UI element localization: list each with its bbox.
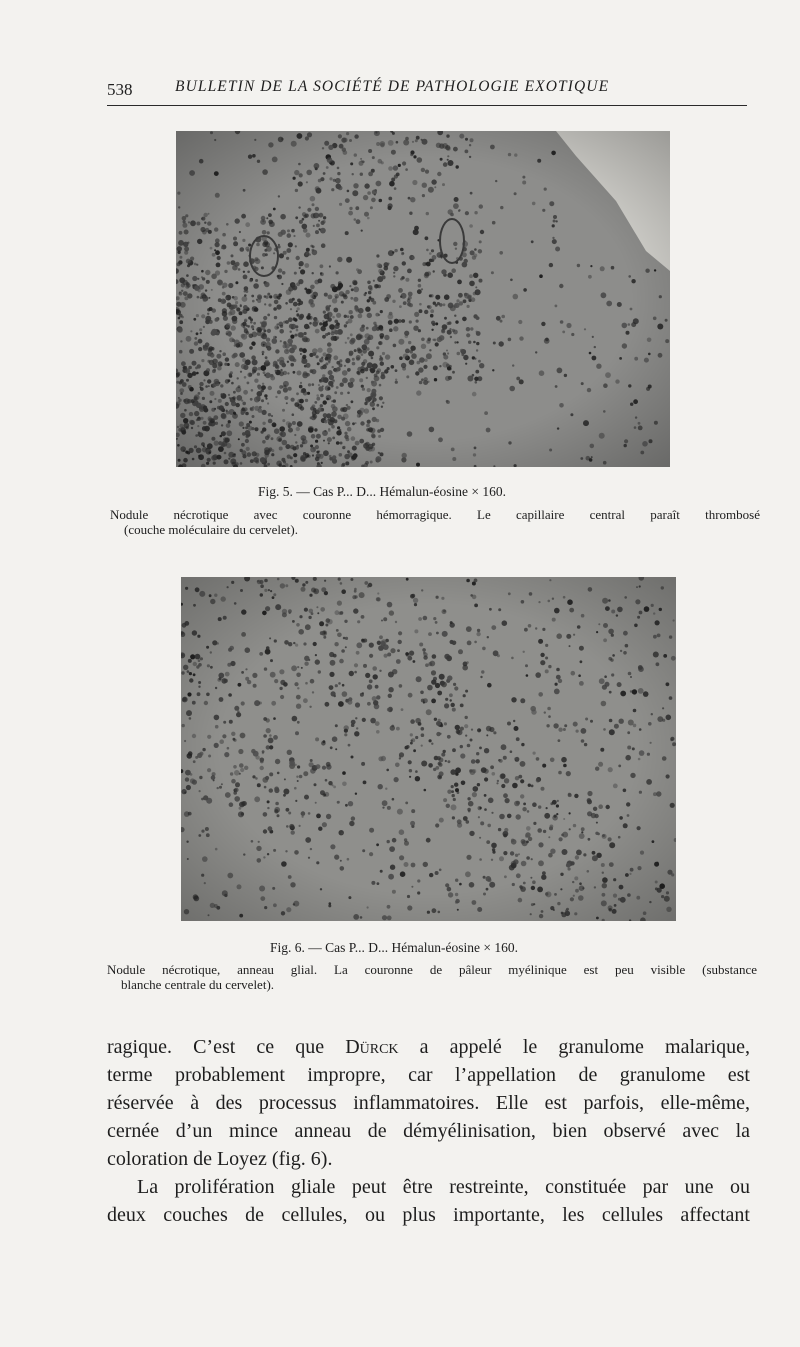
body-text — [107, 1033, 750, 1229]
body-line: La prolifération gliale peut être restreinte, constituée par une ou — [137, 1176, 750, 1198]
figure-6-title: Fig. 6. — Cas P... D... Hémalun-éosine × 160. — [270, 940, 518, 955]
running-header — [107, 78, 747, 108]
figure-6-caption-line1: Nodule nécrotique, anneau glial. La couronne de pâleur myélinique est peu visible (substance — [107, 962, 757, 977]
body-line: cernée d’un mince anneau de démyélinisation, bien observé avec la — [107, 1120, 750, 1142]
body-line: terme probablement impropre, car l’appellation de granulome est — [107, 1064, 750, 1086]
body-line: coloration de Loyez (fig. 6). — [107, 1148, 333, 1170]
page-number: 538 — [107, 80, 133, 99]
micrograph-6-image — [181, 577, 676, 921]
figure-5-caption-line1: Nodule nécrotique avec couronne hémorragique. Le capillaire central paraît thrombosé — [110, 507, 760, 522]
journal-title: BULLETIN DE LA SOCIÉTÉ DE PATHOLOGIE EXOTIQUE — [175, 78, 610, 95]
figure-6-caption-line2: blanche centrale du cervelet). — [121, 977, 275, 992]
body-text-segment: a appelé le granulome malarique, — [398, 1036, 750, 1058]
body-line: réservée à des processus inflammatoires. Elle est parfois, elle-même, — [107, 1092, 750, 1114]
body-line: deux couches de cellules, ou plus importante, les cellules affectant — [107, 1204, 750, 1226]
micrograph-5-image — [176, 131, 670, 467]
header-rule — [107, 105, 747, 106]
body-line — [107, 1033, 750, 1061]
figure-5-caption — [110, 507, 760, 537]
body-text-segment: ragique. C’est ce que — [107, 1036, 346, 1058]
figure-6-caption — [107, 962, 757, 992]
figure-5-caption-line2: (couche moléculaire du cervelet). — [124, 522, 298, 537]
author-name: Dürck — [345, 1036, 399, 1058]
figure-6-micrograph — [181, 577, 676, 921]
figure-5-micrograph — [176, 131, 670, 467]
figure-5-title: Fig. 5. — Cas P... D... Hémalun-éosine × 160. — [258, 484, 506, 499]
